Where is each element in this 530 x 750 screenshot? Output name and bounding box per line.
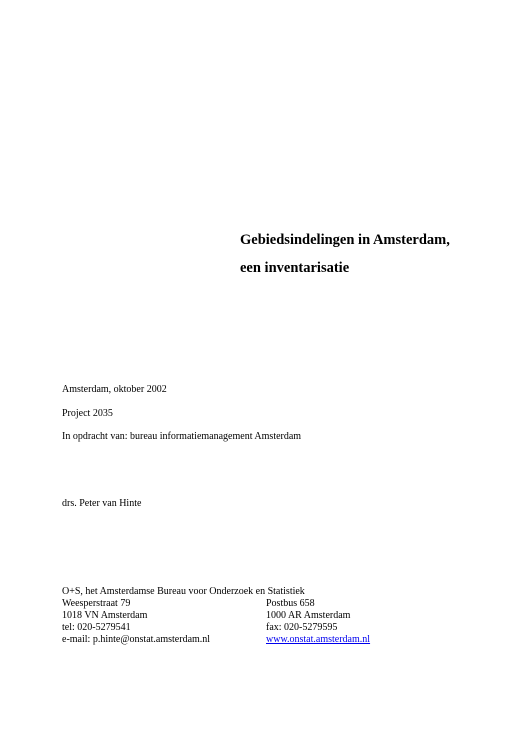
title-line-1: Gebiedsindelingen in Amsterdam, <box>240 232 450 248</box>
title-line-2: een inventarisatie <box>240 260 350 276</box>
document-title <box>240 226 450 282</box>
date-line: Amsterdam, oktober 2002 <box>62 384 167 395</box>
telephone: tel: 020-5279541 <box>62 622 131 633</box>
postal-code-city: 1018 VN Amsterdam <box>62 610 148 621</box>
po-box-postal-code: 1000 AR Amsterdam <box>266 610 351 621</box>
project-line: Project 2035 <box>62 408 113 419</box>
email-address: e-mail: p.hinte@onstat.amsterdam.nl <box>62 634 211 645</box>
organization-name: O+S, het Amsterdamse Bureau voor Onderzoek en Statistiek <box>62 586 305 597</box>
address-row <box>62 598 462 610</box>
commission-line: In opdracht van: bureau informatiemanagement Amsterdam <box>62 431 302 442</box>
website-link[interactable]: www.onstat.amsterdam.nl <box>266 634 371 645</box>
address-row <box>62 622 462 634</box>
author-name: drs. Peter van Hinte <box>62 498 142 509</box>
address-row <box>62 634 462 646</box>
street-address: Weesperstraat 79 <box>62 598 131 609</box>
address-row <box>62 610 462 622</box>
footer-contact-block <box>62 586 462 646</box>
po-box: Postbus 658 <box>266 598 315 609</box>
fax: fax: 020-5279595 <box>266 622 338 633</box>
